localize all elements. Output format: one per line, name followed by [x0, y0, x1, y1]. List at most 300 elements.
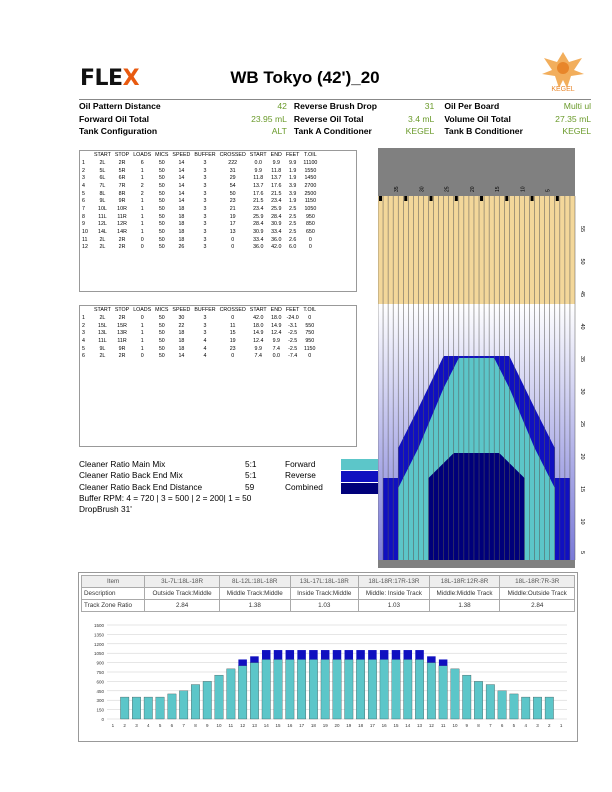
distance-label: 15 — [579, 486, 585, 493]
x-tick-label: 6 — [500, 723, 504, 728]
table-cell: 1 — [82, 159, 85, 166]
column-header: END — [270, 152, 282, 158]
summary-label: Reverse Brush Drop — [293, 101, 378, 112]
table-cell: 1 — [140, 167, 144, 174]
table-cell: 2.5 — [288, 205, 297, 212]
table-cell: 2L — [99, 314, 106, 321]
table-cell: 15L — [98, 322, 107, 329]
summary-label: Volume Oil Total — [444, 113, 511, 124]
summary-label: Forward Oil Total — [79, 113, 150, 124]
table-cell: 6.0 — [288, 244, 297, 251]
table-cell: 3 — [203, 322, 207, 329]
table-cell: 2L — [99, 244, 106, 251]
table-cell: 14R — [117, 229, 127, 236]
table-cell: 0 — [140, 236, 144, 243]
table-cell: 18.0 — [253, 322, 264, 329]
x-tick-label: 17 — [299, 723, 305, 728]
table-cell: 2 — [140, 182, 144, 189]
table-cell: 12.4 — [271, 330, 282, 337]
x-tick-label: 14 — [405, 723, 411, 728]
column-header: FEET — [285, 307, 300, 313]
table-row — [80, 244, 319, 252]
y-tick-label: 150 — [96, 707, 104, 713]
table-cell: 9R — [118, 345, 126, 352]
table-cell: 4 — [203, 353, 207, 360]
forward-bar — [156, 697, 164, 719]
x-tick-label: 20 — [334, 723, 340, 728]
table-cell: 30.9 — [253, 229, 264, 236]
zone-ratio: 2.84 — [145, 600, 220, 612]
table-cell: 2R — [118, 244, 126, 251]
table-cell: 0 — [140, 353, 144, 360]
table-cell: 2500 — [304, 190, 317, 197]
kegel-logo — [538, 48, 588, 94]
table-cell: 2R — [118, 236, 126, 243]
table-cell: 1 — [140, 322, 144, 329]
forward-bar — [286, 659, 294, 719]
pattern-summary — [79, 100, 591, 138]
forward-bar — [510, 694, 518, 719]
table-cell: 11 — [82, 236, 88, 243]
table-cell: 50 — [158, 244, 165, 251]
reverse-load-table — [79, 305, 357, 447]
note-back-end-mix: Cleaner Ratio Back End Mix — [79, 470, 183, 481]
table-cell: 13R — [117, 330, 127, 337]
table-row — [80, 197, 319, 205]
table-cell: 50 — [158, 353, 165, 360]
table-cell: 2700 — [304, 182, 317, 189]
forward-bar — [404, 659, 412, 719]
description-label: Description — [82, 588, 145, 600]
table-cell: 10R — [117, 205, 127, 212]
column-header: END — [270, 307, 282, 313]
forward-bar — [168, 694, 176, 719]
table-row — [80, 352, 318, 360]
reverse-bar — [356, 650, 364, 659]
note-drop-brush: DropBrush 31' — [79, 504, 132, 515]
x-tick-label: 5 — [512, 723, 516, 728]
forward-bar — [179, 691, 187, 719]
reverse-bar — [262, 650, 270, 659]
reverse-bar — [286, 650, 294, 659]
table-cell: 14 — [178, 182, 185, 189]
forward-bar — [321, 659, 329, 719]
column-header: BUFFER — [194, 307, 216, 313]
table-cell: 950 — [305, 213, 315, 220]
table-cell: 18 — [178, 337, 185, 344]
table-cell: -7.4 — [288, 353, 298, 360]
table-cell: 0 — [308, 244, 312, 251]
column-header: LOADS — [133, 152, 152, 158]
table-row — [80, 345, 318, 353]
table-cell: 30.9 — [271, 221, 282, 228]
zone-description: Outside Track:Middle — [145, 588, 220, 600]
table-cell: 1550 — [304, 167, 317, 174]
forward-bar — [191, 685, 199, 719]
reverse-bar — [250, 656, 258, 662]
reverse-bar — [404, 650, 412, 659]
table-cell: 6L — [99, 175, 106, 182]
forward-bar — [120, 697, 128, 719]
x-tick-label: 11 — [440, 723, 446, 728]
reverse-bar — [439, 659, 447, 665]
table-row — [80, 190, 319, 198]
column-header: MICS — [155, 307, 169, 313]
table-cell: 13 — [229, 229, 236, 236]
reverse-bar — [297, 650, 305, 659]
zone-description: Middle Track:Middle — [219, 588, 290, 600]
x-tick-label: 18 — [358, 723, 364, 728]
table-row — [80, 174, 319, 182]
table-cell: 18 — [178, 345, 185, 352]
reverse-bar — [415, 650, 423, 659]
table-cell: 9.9 — [254, 345, 262, 352]
table-cell: 2L — [99, 236, 106, 243]
table-cell: 0 — [140, 314, 144, 321]
table-cell: 2R — [118, 159, 126, 166]
x-tick-label: 12 — [428, 723, 434, 728]
table-cell: 13.7 — [253, 182, 264, 189]
forward-bar — [333, 659, 341, 719]
legend-swatch-reverse — [341, 471, 378, 482]
table-cell: 7R — [118, 182, 126, 189]
table-cell: 50 — [158, 205, 165, 212]
table-cell: 9L — [99, 345, 106, 352]
table-cell: 6R — [118, 175, 126, 182]
table-cell: 3.9 — [288, 190, 297, 197]
summary-value: 27.35 mL — [555, 113, 592, 124]
table-row — [80, 329, 318, 337]
table-cell: 21.5 — [271, 190, 282, 197]
forward-bar — [533, 697, 541, 719]
forward-bar — [309, 659, 317, 719]
table-cell: 2 — [82, 322, 85, 329]
summary-label: Tank A Conditioner — [293, 126, 372, 137]
column-header: START — [94, 307, 111, 313]
table-cell: 3 — [203, 314, 207, 321]
reverse-bar — [333, 650, 341, 659]
legend-reverse: Reverse — [285, 470, 316, 481]
column-header: STOP — [114, 152, 130, 158]
table-cell: 5R — [118, 167, 126, 174]
table-cell: 7.4 — [254, 353, 262, 360]
table-cell: 50 — [158, 330, 165, 337]
x-tick-label: 2 — [123, 723, 126, 728]
table-cell: 6 — [82, 198, 85, 205]
zone-header: 18L-18R:7R-3R — [500, 576, 575, 588]
table-cell: 9.9 — [272, 159, 280, 166]
table-cell: -3.1 — [288, 322, 298, 329]
table-cell: 9.9 — [288, 159, 297, 166]
x-tick-label: 5 — [158, 723, 162, 728]
table-cell: 10L — [98, 205, 107, 212]
table-cell: 25.9 — [253, 213, 264, 220]
forward-bar — [427, 663, 435, 719]
table-cell: 3 — [203, 182, 207, 189]
reverse-bar — [427, 656, 435, 662]
table-cell: 3 — [203, 167, 207, 174]
forward-bar — [238, 666, 246, 719]
table-cell: 10 — [82, 229, 88, 236]
x-tick-label: 3 — [135, 723, 138, 728]
table-cell: 3 — [203, 159, 207, 166]
arrow-marker — [455, 196, 458, 201]
table-cell: 19 — [229, 337, 236, 344]
distance-label: 55 — [579, 226, 585, 233]
x-tick-label: 7 — [489, 723, 492, 728]
table-cell: 36.0 — [253, 244, 264, 251]
table-row — [80, 221, 319, 229]
table-cell: 4 — [203, 345, 207, 352]
distance-label: 25 — [579, 421, 585, 428]
table-cell: 17 — [229, 221, 236, 228]
x-tick-label: 1 — [559, 723, 563, 728]
table-row — [80, 205, 319, 213]
column-header: START — [94, 152, 111, 158]
table-cell: 0 — [308, 314, 312, 321]
table-cell: 8 — [82, 213, 85, 220]
y-tick-label: 1500 — [93, 623, 104, 628]
table-row — [80, 182, 319, 190]
zone-header: 18L-18R:17R-13R — [359, 576, 430, 588]
x-tick-label: 4 — [147, 723, 150, 728]
zone-ratio: 1.38 — [219, 600, 290, 612]
table-cell: 12 — [82, 244, 88, 251]
arrow-marker — [531, 196, 534, 201]
arrow-label: 35 — [394, 186, 401, 192]
x-tick-label: 8 — [194, 723, 197, 728]
table-cell: 0 — [231, 244, 235, 251]
table-cell: 18 — [178, 205, 185, 212]
table-cell: 1150 — [304, 198, 317, 205]
table-cell: 2.5 — [288, 221, 297, 228]
forward-bar — [521, 697, 529, 719]
x-tick-label: 4 — [524, 723, 527, 728]
table-cell: 0 — [308, 353, 312, 360]
table-cell: 9R — [118, 198, 126, 205]
table-cell: 14 — [178, 159, 185, 166]
table-cell: 30 — [178, 314, 185, 321]
forward-bar — [545, 697, 553, 719]
table-cell: 1 — [140, 213, 144, 220]
table-cell: 22 — [178, 322, 185, 329]
table-cell: 1050 — [304, 205, 317, 212]
forward-bar — [392, 659, 400, 719]
table-cell: 26 — [178, 244, 185, 251]
table-cell: 1 — [140, 229, 144, 236]
table-cell: 5L — [99, 167, 106, 174]
table-cell: 11.8 — [253, 175, 264, 182]
table-cell: 4 — [82, 182, 85, 189]
summary-value: 31 — [424, 101, 435, 112]
table-cell: 0 — [308, 236, 312, 243]
table-row — [80, 314, 318, 322]
x-tick-label: 6 — [170, 723, 174, 728]
legend-combined: Combined — [285, 481, 323, 492]
table-row — [80, 322, 318, 330]
summary-label: Reverse Oil Total — [293, 113, 364, 124]
table-row — [80, 159, 319, 167]
x-tick-label: 8 — [477, 723, 480, 728]
column-header: CROSSED — [219, 307, 246, 313]
reverse-bar — [238, 659, 246, 665]
note-buffer-rpm: Buffer RPM: 4 = 720 | 3 = 500 | 2 = 200| 1 = 50 — [79, 492, 252, 503]
table-cell: 6 — [140, 159, 144, 166]
table-cell: 0 — [231, 314, 235, 321]
x-tick-label: 16 — [287, 723, 293, 728]
table-cell: 3.9 — [288, 182, 297, 189]
table-cell: 9L — [99, 198, 106, 205]
y-tick-label: 1200 — [93, 641, 104, 647]
table-cell: 50 — [158, 236, 165, 243]
table-cell: 50 — [158, 229, 165, 236]
x-tick-label: 2 — [548, 723, 551, 728]
reverse-bar — [309, 650, 317, 659]
table-row — [80, 213, 319, 221]
zone-header: 3L-7L:18L-18R — [145, 576, 220, 588]
table-cell: 54 — [229, 182, 236, 189]
y-tick-label: 450 — [96, 688, 104, 694]
zone-description: Middle:Outside Track — [500, 588, 575, 600]
summary-row — [79, 125, 591, 138]
zone-ratio: 1.03 — [290, 600, 359, 612]
table-cell: 8L — [99, 190, 106, 197]
summary-label: Tank B Conditioner — [444, 126, 523, 137]
reverse-bar — [274, 650, 282, 659]
x-tick-label: 12 — [240, 723, 246, 728]
column-header: SPEED — [172, 307, 191, 313]
table-cell: 4 — [203, 337, 207, 344]
table-cell: -2.5 — [288, 337, 298, 344]
table-cell: -2.5 — [288, 345, 298, 352]
distance-label: 20 — [579, 453, 585, 460]
table-cell: 17.6 — [271, 182, 282, 189]
x-tick-label: 15 — [275, 723, 281, 728]
table-cell: 0.0 — [272, 353, 280, 360]
table-cell: 50 — [158, 182, 165, 189]
distance-label: 40 — [579, 323, 585, 330]
table-cell: 50 — [158, 213, 165, 220]
x-tick-label: 18 — [310, 723, 316, 728]
table-cell: 2L — [99, 159, 106, 166]
x-tick-label: 1 — [111, 723, 115, 728]
zone-ratio: 1.38 — [429, 600, 500, 612]
table-cell: -24.0 — [286, 314, 299, 321]
y-tick-label: 1050 — [93, 651, 104, 657]
table-cell: 23.4 — [271, 198, 282, 205]
table-cell: 13.7 — [271, 175, 282, 182]
forward-bar — [144, 697, 152, 719]
zone-ratio: 1.03 — [359, 600, 430, 612]
summary-label: Oil Pattern Distance — [79, 101, 161, 112]
table-cell: 3 — [203, 190, 207, 197]
column-header: BUFFER — [194, 152, 216, 158]
zone-description: Middle:Middle Track — [429, 588, 500, 600]
zone-header: 18L-18R:12R-8R — [429, 576, 500, 588]
x-tick-label: 7 — [182, 723, 185, 728]
table-cell: 9 — [82, 221, 85, 228]
table-cell: 7 — [82, 205, 85, 212]
x-tick-label: 10 — [452, 723, 458, 728]
table-cell: 14L — [98, 229, 107, 236]
x-tick-label: 16 — [381, 723, 387, 728]
table-cell: 2 — [82, 167, 85, 174]
table-cell: 1 — [140, 221, 144, 228]
forward-bar — [462, 675, 470, 719]
x-tick-label: 3 — [536, 723, 539, 728]
forward-bar — [132, 697, 140, 719]
pine-wood-zone — [378, 196, 575, 304]
table-cell: 14 — [178, 353, 185, 360]
table-cell: 2.6 — [288, 236, 297, 243]
forward-bar — [439, 666, 447, 719]
table-cell: 11100 — [303, 159, 318, 166]
graph-header-gray — [378, 148, 575, 196]
forward-bar — [262, 659, 270, 719]
column-header — [80, 306, 92, 314]
forward-bar — [250, 663, 258, 719]
distance-label: 45 — [579, 291, 585, 298]
table-cell: 3 — [203, 229, 207, 236]
summary-label: Tank Configuration — [79, 126, 158, 137]
table-cell: 14.9 — [271, 322, 282, 329]
arrow-label: 15 — [495, 186, 502, 192]
column-header: SPEED — [172, 152, 191, 158]
table-cell: 9.9 — [272, 337, 280, 344]
table-cell: 1450 — [304, 175, 317, 182]
y-tick-label: 1350 — [93, 632, 104, 638]
table-cell: 18 — [178, 213, 185, 220]
table-cell: 29 — [229, 175, 236, 182]
table-cell: 11 — [229, 322, 236, 329]
legend-swatch-forward — [341, 459, 378, 470]
forward-bar — [356, 659, 364, 719]
table-cell: 50 — [158, 198, 165, 205]
table-cell: 28.4 — [253, 221, 264, 228]
table-cell: 18 — [178, 221, 185, 228]
table-cell: 5 — [82, 345, 85, 352]
column-header: MICS — [155, 152, 169, 158]
table-cell: 50 — [229, 190, 236, 197]
forward-bar — [380, 659, 388, 719]
arrow-label: 10 — [520, 186, 527, 192]
table-cell: 650 — [305, 229, 315, 236]
distance-label: 5 — [579, 551, 585, 555]
table-cell: 1150 — [304, 345, 316, 352]
legend-forward: Forward — [285, 459, 316, 469]
table-cell: 13L — [98, 330, 107, 337]
table-cell: 15R — [117, 322, 127, 329]
table-cell: 14 — [178, 175, 185, 182]
table-cell: 15 — [229, 330, 236, 337]
table-cell: 550 — [305, 322, 315, 329]
table-cell: 0 — [231, 353, 235, 360]
table-cell: 36.0 — [271, 236, 282, 243]
table-cell: 850 — [305, 221, 315, 228]
table-cell: 42.0 — [271, 244, 282, 251]
column-header: START — [249, 307, 267, 313]
forward-bar — [345, 659, 353, 719]
column-header: T.OIL — [304, 152, 317, 158]
x-tick-label: 14 — [263, 723, 269, 728]
forward-bar — [297, 659, 305, 719]
table-cell: 222 — [228, 159, 238, 166]
reverse-bar — [321, 650, 329, 659]
table-cell: 28.4 — [271, 213, 282, 220]
table-cell: 0 — [231, 236, 235, 243]
table-cell: -2.5 — [288, 330, 298, 337]
table-cell: 1 — [140, 330, 144, 337]
